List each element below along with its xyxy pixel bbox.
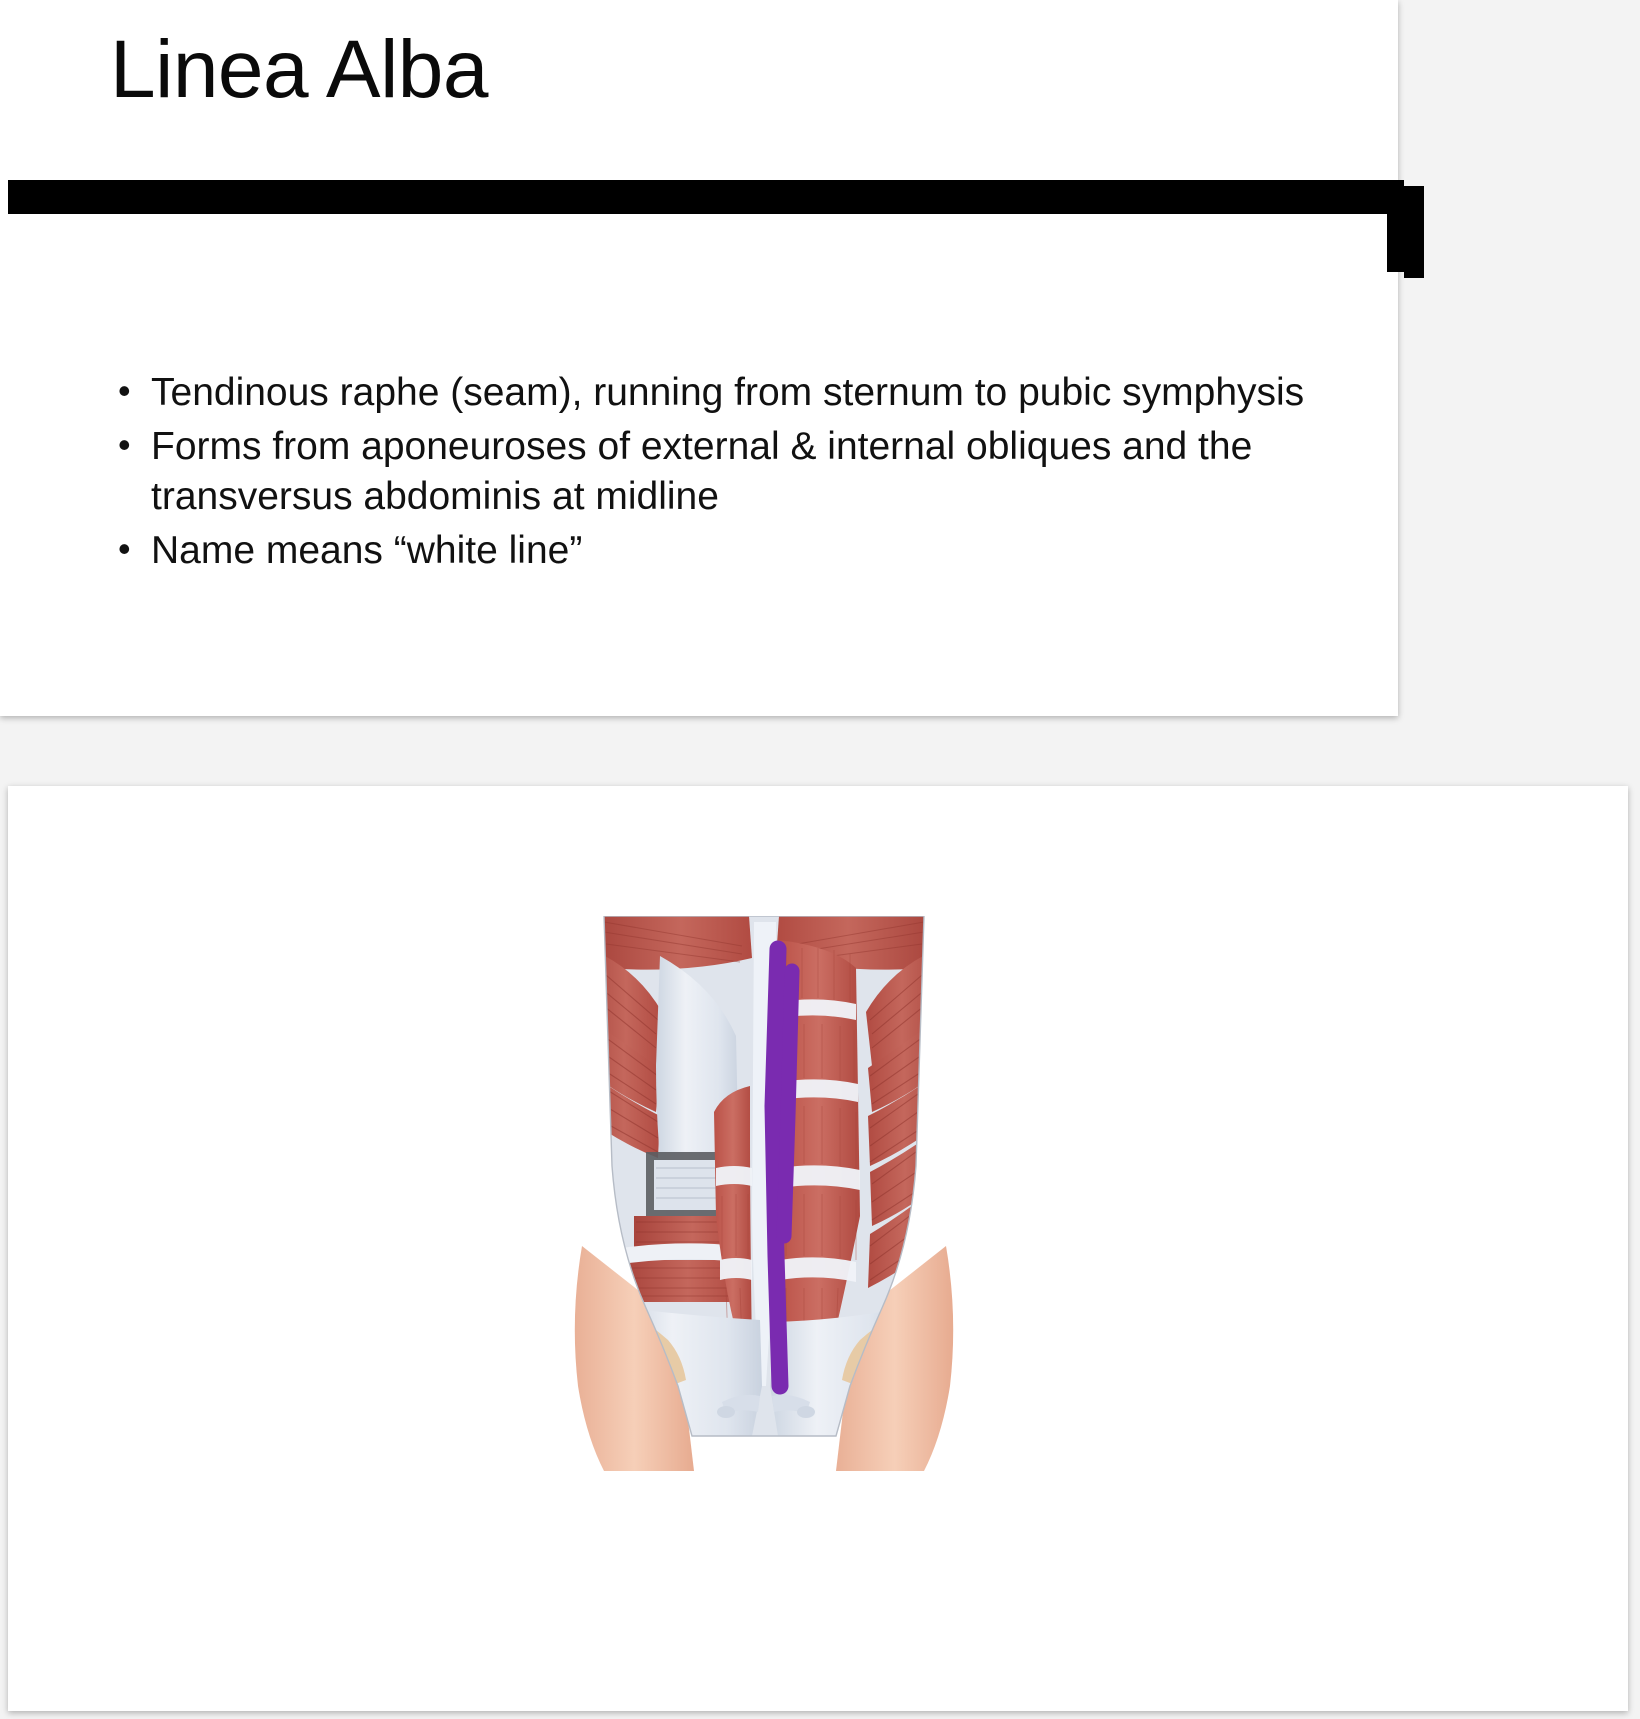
- slide-title-bullets: [0, 0, 1398, 716]
- divider-tick-outer: [1404, 186, 1424, 278]
- bullet-text: Tendinous raphe (seam), running from sternum to pubic symphysis: [151, 371, 1305, 414]
- bullet-marker-icon: •: [118, 423, 131, 465]
- anatomy-figure: [8, 786, 1628, 1711]
- title-divider-bar: [8, 180, 1398, 214]
- abdominal-muscles-illustration: [564, 916, 964, 1471]
- divider-tick-inner: [1387, 180, 1404, 272]
- bullet-text: Name means “white line”: [151, 528, 583, 572]
- list-item: [118, 368, 1328, 418]
- bullet-marker-icon: •: [118, 527, 131, 569]
- page-title: Linea Alba: [110, 24, 489, 115]
- bullet-marker-icon: •: [118, 370, 131, 411]
- list-item: [118, 526, 1328, 576]
- slide-figure: [8, 786, 1628, 1711]
- bullet-text: Forms from aponeuroses of external & internal obliques and the transversus abdominis at midline: [151, 424, 1253, 518]
- bullet-list: [118, 368, 1328, 580]
- list-item: [118, 422, 1328, 522]
